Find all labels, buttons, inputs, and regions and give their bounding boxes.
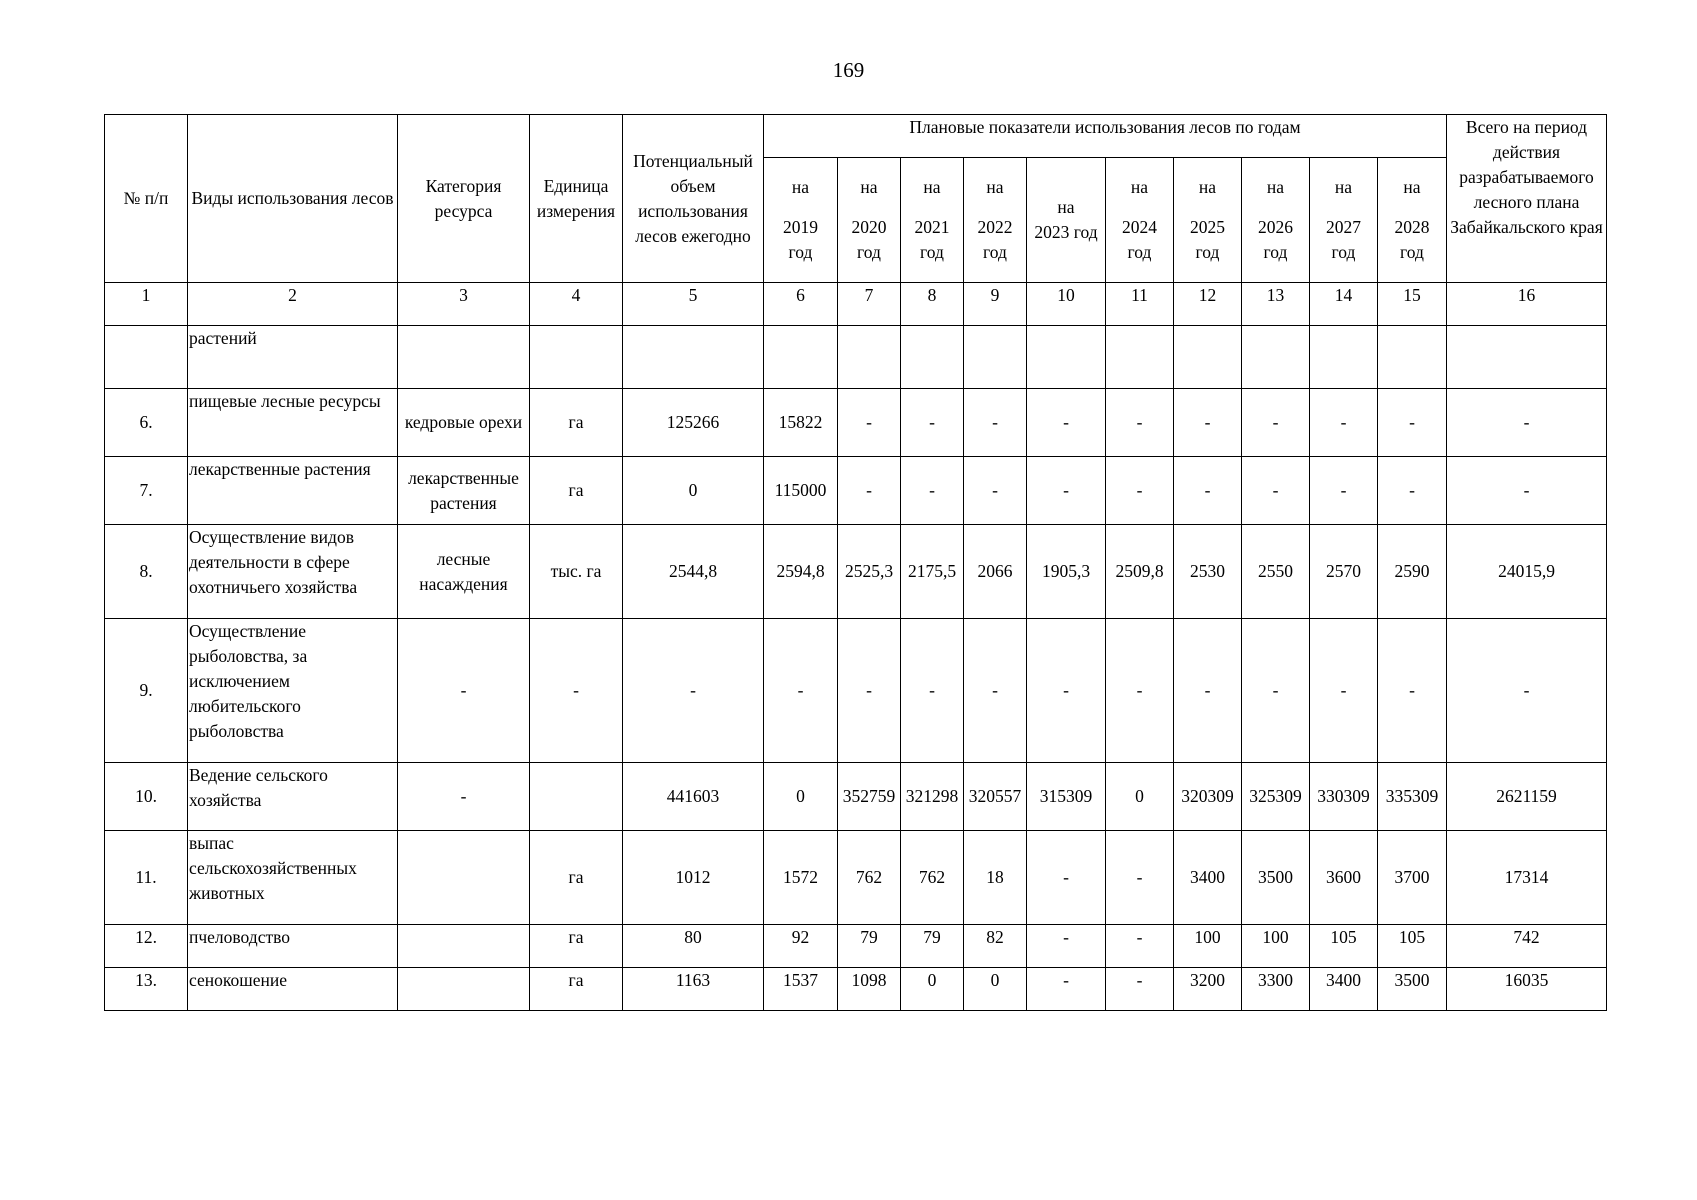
column-number-1: 1	[105, 283, 188, 326]
column-number-10: 10	[1027, 283, 1106, 326]
row-year-value: -	[1242, 457, 1310, 525]
column-number-5: 5	[623, 283, 764, 326]
row-year-value: 2570	[1310, 525, 1378, 619]
row-year-value: 100	[1174, 925, 1242, 968]
column-number-4: 4	[530, 283, 623, 326]
column-number-3: 3	[398, 283, 530, 326]
row-year-value: 1537	[764, 968, 838, 1011]
row-potential: -	[623, 619, 764, 763]
table-row	[105, 831, 1607, 925]
column-number-16: 16	[1447, 283, 1607, 326]
row-year-value: -	[901, 457, 964, 525]
header-year-3	[964, 158, 1027, 283]
year-prefix: на	[1334, 177, 1353, 197]
row-year-value	[1106, 326, 1174, 389]
row-year-value: -	[1174, 457, 1242, 525]
row-total: -	[1447, 457, 1607, 525]
row-year-value: 2525,3	[838, 525, 901, 619]
column-number-6: 6	[764, 283, 838, 326]
row-category	[398, 968, 530, 1011]
row-total: 742	[1447, 925, 1607, 968]
row-year-value: -	[964, 457, 1027, 525]
row-total: -	[1447, 619, 1607, 763]
header-unit: Единица измерения	[530, 115, 623, 283]
column-number-7: 7	[838, 283, 901, 326]
row-year-value: 3500	[1242, 831, 1310, 925]
year-suffix: год	[1127, 242, 1152, 262]
row-year-value: 321298	[901, 763, 964, 831]
year-prefix: на	[1266, 177, 1285, 197]
row-unit: га	[530, 925, 623, 968]
row-type: Осуществление видов деятельности в сфере охотничьего хозяйства	[188, 525, 398, 619]
table-row	[105, 326, 1607, 389]
row-year-value: 2530	[1174, 525, 1242, 619]
row-year-value: -	[1027, 968, 1106, 1011]
year-value: 2021	[914, 217, 950, 237]
row-year-value: -	[1310, 457, 1378, 525]
year-suffix: год	[1195, 242, 1220, 262]
row-type: пчеловодство	[188, 925, 398, 968]
row-potential: 1163	[623, 968, 764, 1011]
year-suffix: год	[857, 242, 881, 262]
column-number-9: 9	[964, 283, 1027, 326]
table-row	[105, 525, 1607, 619]
row-year-value: 3700	[1378, 831, 1447, 925]
row-year-value	[1378, 326, 1447, 389]
row-year-value: 105	[1310, 925, 1378, 968]
row-year-value: 762	[901, 831, 964, 925]
row-year-value: 18	[964, 831, 1027, 925]
header-year-2	[901, 158, 964, 283]
row-unit: га	[530, 968, 623, 1011]
row-year-value: -	[1106, 457, 1174, 525]
header-year-5	[1106, 158, 1174, 283]
header-year-4	[1027, 158, 1106, 283]
row-year-value: -	[1310, 389, 1378, 457]
row-year-value: -	[1378, 389, 1447, 457]
row-category: лесные насаждения	[398, 525, 530, 619]
row-number: 6.	[105, 389, 188, 457]
row-year-value: -	[1106, 619, 1174, 763]
year-value: 2019	[783, 217, 818, 237]
row-year-value: -	[1027, 925, 1106, 968]
year-prefix: на	[860, 177, 878, 197]
column-number-8: 8	[901, 283, 964, 326]
row-year-value: 1905,3	[1027, 525, 1106, 619]
year-value: 2025	[1190, 217, 1225, 237]
row-potential: 2544,8	[623, 525, 764, 619]
row-year-value	[838, 326, 901, 389]
header-type: Виды использования лесов	[188, 115, 398, 283]
row-type: Осуществление рыболовства, за исключением любительского рыболовства	[188, 619, 398, 763]
table-row	[105, 619, 1607, 763]
row-year-value: 315309	[1027, 763, 1106, 831]
row-category	[398, 326, 530, 389]
column-number-13: 13	[1242, 283, 1310, 326]
row-type: растений	[188, 326, 398, 389]
row-category: кедровые орехи	[398, 389, 530, 457]
row-year-value: 3200	[1174, 968, 1242, 1011]
row-year-value: 330309	[1310, 763, 1378, 831]
year-prefix: на	[1057, 197, 1075, 217]
row-number: 10.	[105, 763, 188, 831]
row-year-value: 2509,8	[1106, 525, 1174, 619]
year-suffix: год	[983, 242, 1007, 262]
year-suffix: год	[788, 242, 813, 262]
row-unit: тыс. га	[530, 525, 623, 619]
header-potential: Потенциальный объем использования лесов ежегодно	[623, 115, 764, 283]
row-year-value: 105	[1378, 925, 1447, 968]
header-year-6	[1174, 158, 1242, 283]
row-total: 16035	[1447, 968, 1607, 1011]
row-year-value: -	[838, 389, 901, 457]
row-unit: га	[530, 831, 623, 925]
row-potential: 441603	[623, 763, 764, 831]
row-year-value: 3600	[1310, 831, 1378, 925]
year-prefix: на	[1130, 177, 1149, 197]
table-row	[105, 457, 1607, 525]
row-category: -	[398, 763, 530, 831]
page-number: 169	[832, 58, 865, 82]
row-year-value: -	[1242, 389, 1310, 457]
row-year-value	[964, 326, 1027, 389]
column-number-14: 14	[1310, 283, 1378, 326]
table-row	[105, 763, 1607, 831]
row-potential: 125266	[623, 389, 764, 457]
row-year-value: 3400	[1310, 968, 1378, 1011]
row-number: 12.	[105, 925, 188, 968]
row-year-value: 15822	[764, 389, 838, 457]
row-year-value: 3300	[1242, 968, 1310, 1011]
row-year-value: -	[1027, 457, 1106, 525]
row-year-value: -	[901, 389, 964, 457]
row-type: пищевые лесные ресурсы	[188, 389, 398, 457]
row-year-value: 1572	[764, 831, 838, 925]
row-type: выпас сельскохозяйственных животных	[188, 831, 398, 925]
column-number-15: 15	[1378, 283, 1447, 326]
row-year-value: 762	[838, 831, 901, 925]
row-year-value: -	[764, 619, 838, 763]
header-plan-group: Плановые показатели использования лесов по годам	[764, 115, 1447, 158]
row-unit: -	[530, 619, 623, 763]
row-year-value: 82	[964, 925, 1027, 968]
row-type: сенокошение	[188, 968, 398, 1011]
row-year-value: 79	[838, 925, 901, 968]
header-num: № п/п	[105, 115, 188, 283]
row-year-value: -	[1310, 619, 1378, 763]
year-value: 2022	[977, 217, 1013, 237]
row-year-value	[764, 326, 838, 389]
row-year-value: -	[1027, 389, 1106, 457]
row-year-value: 325309	[1242, 763, 1310, 831]
row-year-value: 2590	[1378, 525, 1447, 619]
row-year-value: 115000	[764, 457, 838, 525]
row-year-value: 320557	[964, 763, 1027, 831]
header-year-0	[764, 158, 838, 283]
row-category: лекарственные растения	[398, 457, 530, 525]
row-year-value: -	[838, 619, 901, 763]
row-number: 13.	[105, 968, 188, 1011]
row-year-value: -	[1174, 389, 1242, 457]
row-unit: га	[530, 457, 623, 525]
row-year-value: 335309	[1378, 763, 1447, 831]
year-value: 2020	[851, 217, 887, 237]
year-suffix: год	[1263, 242, 1288, 262]
row-unit	[530, 763, 623, 831]
row-total: 2621159	[1447, 763, 1607, 831]
row-year-value: 2594,8	[764, 525, 838, 619]
row-unit: га	[530, 389, 623, 457]
row-category	[398, 831, 530, 925]
year-prefix: на	[791, 177, 810, 197]
header-year-7	[1242, 158, 1310, 283]
row-number: 8.	[105, 525, 188, 619]
row-year-value: -	[1106, 389, 1174, 457]
row-year-value: -	[1027, 831, 1106, 925]
header-category: Категория ресурса	[398, 115, 530, 283]
row-potential	[623, 326, 764, 389]
row-number: 9.	[105, 619, 188, 763]
row-year-value: 0	[964, 968, 1027, 1011]
table-row	[105, 968, 1607, 1011]
year-prefix: на	[1403, 177, 1421, 197]
row-year-value: 3400	[1174, 831, 1242, 925]
row-potential: 80	[623, 925, 764, 968]
row-number	[105, 326, 188, 389]
row-year-value: -	[901, 619, 964, 763]
row-total: -	[1447, 389, 1607, 457]
row-year-value: -	[964, 619, 1027, 763]
column-number-2: 2	[188, 283, 398, 326]
row-total: 17314	[1447, 831, 1607, 925]
year-suffix: год	[920, 242, 944, 262]
row-type: лекарственные растения	[188, 457, 398, 525]
row-year-value: 79	[901, 925, 964, 968]
row-year-value: 0	[1106, 763, 1174, 831]
year-value: 2028	[1394, 217, 1430, 237]
row-year-value: -	[1378, 457, 1447, 525]
row-year-value: -	[1174, 619, 1242, 763]
year-prefix: на	[923, 177, 941, 197]
row-potential: 1012	[623, 831, 764, 925]
table-row	[105, 389, 1607, 457]
row-number: 7.	[105, 457, 188, 525]
year-prefix: на	[986, 177, 1004, 197]
row-year-value: 352759	[838, 763, 901, 831]
header-year-1	[838, 158, 901, 283]
header-year-9	[1378, 158, 1447, 283]
row-year-value: -	[1106, 968, 1174, 1011]
year-value: 2024	[1122, 217, 1157, 237]
row-total: 24015,9	[1447, 525, 1607, 619]
row-year-value: 100	[1242, 925, 1310, 968]
header-total: Всего на период действия разрабатываемого лесного плана Забайкальского края	[1447, 115, 1607, 283]
row-year-value: 2066	[964, 525, 1027, 619]
row-year-value: -	[1106, 925, 1174, 968]
row-year-value: 2550	[1242, 525, 1310, 619]
row-category: -	[398, 619, 530, 763]
row-year-value	[1310, 326, 1378, 389]
row-year-value	[1027, 326, 1106, 389]
row-year-value	[1242, 326, 1310, 389]
row-number: 11.	[105, 831, 188, 925]
year-value: 2023 год	[1034, 222, 1098, 242]
row-total	[1447, 326, 1607, 389]
row-year-value: -	[838, 457, 901, 525]
row-year-value: -	[964, 389, 1027, 457]
row-year-value: 0	[901, 968, 964, 1011]
row-year-value: -	[1242, 619, 1310, 763]
row-type: Ведение сельского хозяйства	[188, 763, 398, 831]
column-number-11: 11	[1106, 283, 1174, 326]
row-year-value	[901, 326, 964, 389]
row-year-value: 320309	[1174, 763, 1242, 831]
year-value: 2027	[1326, 217, 1361, 237]
row-potential: 0	[623, 457, 764, 525]
row-unit	[530, 326, 623, 389]
year-suffix: год	[1400, 242, 1424, 262]
row-year-value: 92	[764, 925, 838, 968]
year-suffix: год	[1331, 242, 1356, 262]
header-year-8	[1310, 158, 1378, 283]
row-year-value: 2175,5	[901, 525, 964, 619]
column-number-12: 12	[1174, 283, 1242, 326]
year-value: 2026	[1258, 217, 1293, 237]
row-year-value: -	[1027, 619, 1106, 763]
year-prefix: на	[1198, 177, 1217, 197]
row-year-value: 0	[764, 763, 838, 831]
row-year-value: -	[1106, 831, 1174, 925]
row-year-value: 1098	[838, 968, 901, 1011]
row-year-value: 3500	[1378, 968, 1447, 1011]
table-row	[105, 925, 1607, 968]
row-year-value: -	[1378, 619, 1447, 763]
row-category	[398, 925, 530, 968]
row-year-value	[1174, 326, 1242, 389]
forest-use-table	[104, 114, 1607, 1011]
